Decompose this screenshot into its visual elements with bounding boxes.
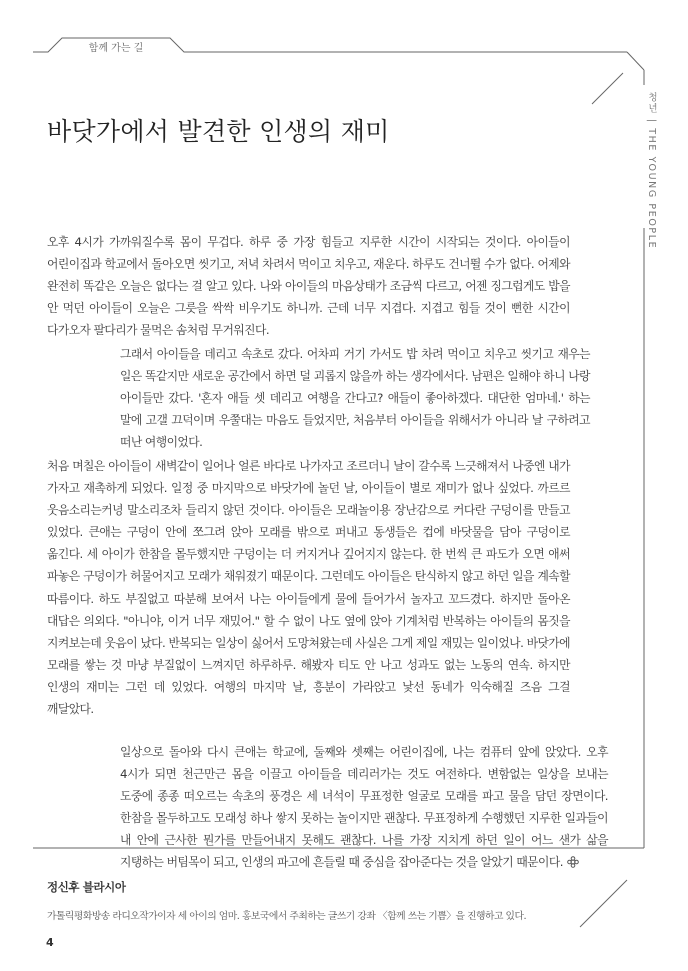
vertical-section-label: 청년 | THE YOUNG PEOPLE <box>646 92 657 250</box>
paragraph-4-text: 일상으로 돌아와 다시 큰애는 학교에, 둘째와 셋째는 어린이집에, 나는 컴퓨터 앞에 앉았다. 오후 4시가 되면 천근만근 몸을 이끌고 아이들을 데리러가는 것도 여전하다. 변함없는 일상을 보내는 도중에 종종 떠오르는 속초의 풍경은 세 녀석이 무표정한 얼굴로 모래를 파고 물을 담던 장면이다. 한참을 몰두하고도 모래성 하나 쌓지 못하는 놀이지만 괜찮다. 무표정하게 수행했던 지루한 일과들이 내 안에 근사한 뭔가를 만들어내지 못해도 괜찮다. 나를 가장 지치게 하던 일이 어느 샌가 삶을 지탱하는 버팀목이 되고, 인생의 파고에 흔들릴 때 중심을 잡아준다는 것을 알았기 때문이다. <box>120 745 608 870</box>
page-number: 4 <box>46 936 54 949</box>
flower-icon <box>567 856 579 868</box>
top-right-diagonal <box>592 73 623 104</box>
paragraph-4 <box>120 741 608 874</box>
section-tab: 함께 가는 길 <box>88 43 144 54</box>
article-title: 바닷가에서 발견한 인생의 재미 <box>47 117 390 146</box>
paragraph-3: 처음 며칠은 아이들이 새벽같이 일어나 얼른 바다로 나가자고 조르더니 날이 갈수록 느긋해져서 나중엔 내가 가자고 재촉하게 되었다. 일정 중 마지막으로 바닷가에 놀던 날, 아이들이 별로 재미가 없나 싶었다. 까르르 웃음소리는커녕 말소리조차 들리지 않던 것이다. 아이들은 모래놀이용 장난감으로 커다란 구덩이를 만들고 있었다. 큰애는 구덩이 안에 쪼그려 앉아 모래를 밖으로 퍼내고 동생들은 컵에 바닷물을 담아 구덩이로 옮긴다. 세 아이가 한참을 몰두했지만 구덩이는 더 커지거나 깊어지지 않는다. 한 번씩 큰 파도가 오면 애써 파놓은 구덩이가 허물어지고 모래가 채워졌기 때문이다. 그런데도 아이들은 탄식하지 않고 하던 일을 계속할 따름이다. 하도 부질없고 따분해 보여서 나는 아이들에게 물에 들어가서 놀자고 꼬드겼다. 하지만 돌아온 대답은 의외다. "아니야, 이거 너무 재밌어." 할 수 없이 나도 옆에 앉아 기계처럼 반복하는 아이들의 몸짓을 지켜보는데 웃음이 났다. 반복되는 일상이 싫어서 도망쳐왔는데 사실은 그게 제일 재밌는 일이었나. 바닷가에 모래를 쌓는 것 마냥 부질없이 느껴지던 하루하루. 해봤자 티도 안 나고 성과도 없는 노동의 연속. 하지만 인생의 재미는 그런 데 있었다. 여행의 마지막 날, 흥분이 가라앉고 낯선 동네가 익숙해질 즈음 그걸 깨달았다. <box>47 459 570 717</box>
header-corner-diagonal <box>627 52 644 70</box>
paragraph-1: 오후 4시가 가까워질수록 몸이 무겁다. 하루 중 가장 힘들고 지루한 시간이 시작되는 것이다. 아이들이 어린이집과 학교에서 돌아오면 씻기고, 저녁 차려서 먹이고 치우고, 재운다. 하루도 건너뛸 수가 없다. 어제와 완전히 똑같은 오늘은 없다는 걸 알고 있다. 나와 아이들의 마음상태가 조금씩 다르고, 어젠 징그럽게도 밥을 안 먹던 아이들이 오늘은 그릇을 싹싹 비우기도 하니까. 근데 너무 지겹다. 지겹고 힘들 것이 뻔한 시간이 다가오자 팔다리가 물먹은 솜처럼 무거워진다. <box>47 235 570 338</box>
author-bio: 가톨릭평화방송 라디오작가이자 세 아이의 엄마. 홍보국에서 주최하는 글쓰기 강좌 〈함께 쓰는 기쁨〉을 진행하고 있다. <box>47 911 527 922</box>
author-name: 정신후 블라시아 <box>47 880 126 894</box>
bottom-right-diagonal <box>580 880 627 927</box>
paragraph-2: 그래서 아이들을 데리고 속초로 갔다. 어차피 거기 가서도 밥 차려 먹이고 치우고 씻기고 재우는 일은 똑같지만 새로운 공간에서 하면 덜 괴롭지 않을까 하는 생각에서다. 남편은 일해야 하니 나랑 아이들만 갔다. '혼자 애들 셋 데리고 여행을 간다고? 애들이 좋아하겠다. 대단한 엄마네.' 하는 말에 고갤 끄덕이며 우쭐대는 마음도 들었지만, 처음부터 아이들을 위해서가 아니라 날 구하려고 떠난 여행이었다. <box>120 347 590 450</box>
